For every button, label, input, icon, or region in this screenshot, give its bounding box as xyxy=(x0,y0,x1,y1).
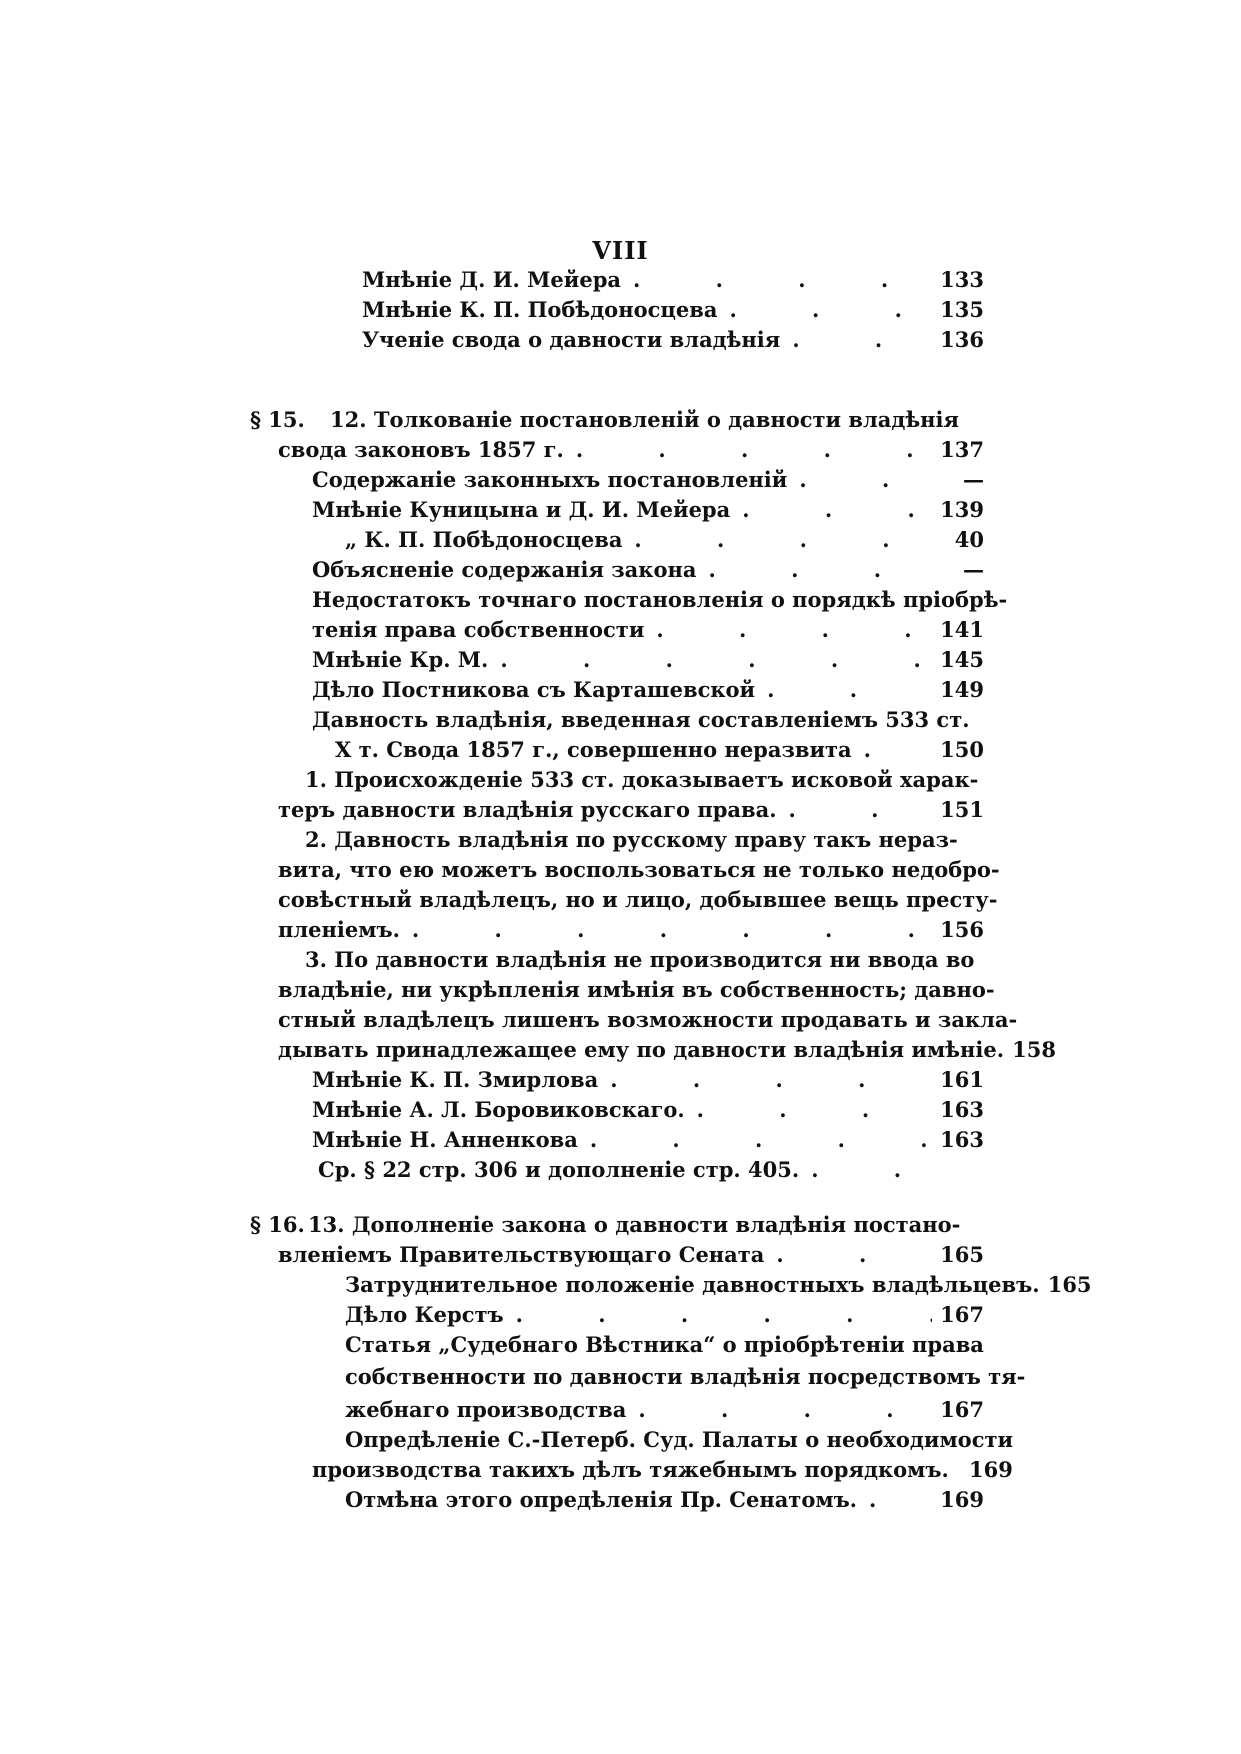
toc-entry-text: Мнѣніе К. П. Побѣдоносцева xyxy=(362,297,718,322)
toc-entry xyxy=(305,945,975,975)
toc-entry-page: 156 xyxy=(940,917,984,942)
dot-leader xyxy=(780,325,932,355)
toc-entry-text: владѣніе, ни укрѣпленія имѣнія въ собственность; давно- xyxy=(278,977,995,1002)
toc-entry xyxy=(362,295,984,325)
section-number: § 16. xyxy=(250,1212,305,1237)
section-heading xyxy=(250,405,960,435)
toc-entry xyxy=(312,705,970,735)
toc-entry-text: собственности по давности владѣнія посредствомъ тя- xyxy=(345,1364,1026,1389)
toc-entry xyxy=(278,975,995,1005)
toc-entry xyxy=(312,585,1008,615)
toc-entry-page: 169 xyxy=(968,1457,1013,1482)
dot-leader xyxy=(400,915,932,945)
dot-leader xyxy=(626,1395,932,1425)
toc-entry-page: 136 xyxy=(940,327,984,352)
toc-entry xyxy=(278,1005,1018,1035)
dot-leader xyxy=(578,1125,932,1155)
dot-leader xyxy=(685,1095,932,1125)
toc-entry-page: 145 xyxy=(940,647,984,672)
toc-entry xyxy=(312,555,984,585)
toc-entry xyxy=(312,675,984,705)
toc-entry-text: Затруднительное положеніе давностныхъ владѣльцевъ. xyxy=(345,1272,1040,1297)
toc-entry-page: 135 xyxy=(940,297,984,322)
toc-entry xyxy=(335,735,984,765)
toc-entry-text: вита, что ею можетъ воспользоваться не только недобро- xyxy=(278,857,1000,882)
toc-entry-text: 12. Толкованіе постановленій о давности владѣнія xyxy=(330,407,960,432)
toc-entry-text: Мнѣніе Куницына и Д. И. Мейера xyxy=(312,497,731,522)
section-number: § 15. xyxy=(250,407,305,432)
toc-entry-text: Мнѣніе Н. Анненкова xyxy=(312,1127,578,1152)
section-heading xyxy=(250,1210,961,1240)
page-number: VIII xyxy=(592,236,649,265)
toc-entry-text: Объясненіе содержанія закона xyxy=(312,557,697,582)
toc-entry xyxy=(362,265,984,295)
dot-leader xyxy=(717,295,932,325)
dot-leader xyxy=(504,1300,932,1330)
dot-leader xyxy=(696,555,932,585)
toc-entry xyxy=(318,1155,930,1185)
toc-entry-text: Отмѣна этого опредѣленія Пр. Сенатомъ. xyxy=(345,1487,857,1512)
toc-entry-text: Мнѣніе А. Л. Боровиковскаго. xyxy=(312,1097,685,1122)
toc-entry xyxy=(345,1425,1014,1455)
dot-leader xyxy=(852,735,932,765)
dot-leader xyxy=(799,1155,930,1185)
toc-entry-text: вленіемъ Правительствующаго Сената xyxy=(278,1242,765,1267)
toc-entry-page: 169 xyxy=(940,1487,984,1512)
dot-leader xyxy=(857,1485,932,1515)
toc-entry-page: 167 xyxy=(940,1302,984,1327)
toc-entry-text: свода законовъ 1857 г. xyxy=(278,437,564,462)
toc-entry xyxy=(312,1125,984,1155)
toc-entry xyxy=(312,615,984,645)
toc-entry xyxy=(312,1065,984,1095)
toc-entry-page: 161 xyxy=(940,1067,984,1092)
toc-entry-text: Ученіе свода о давности владѣнія xyxy=(362,327,781,352)
dot-leader xyxy=(564,435,932,465)
toc-entry xyxy=(312,465,984,495)
toc-entry-page: 150 xyxy=(940,737,984,762)
toc-entry-text: тенія права собственности xyxy=(312,617,645,642)
toc-entry-text: Недостатокъ точнаго постановленія о порядкѣ пріобрѣ- xyxy=(312,587,1008,612)
toc-entry xyxy=(345,1330,984,1360)
toc-entry xyxy=(278,1035,1057,1065)
toc-entry-text: 3. По давности владѣнія не производится ни ввода во xyxy=(305,947,975,972)
dot-leader xyxy=(777,795,932,825)
toc-entry-page: 165 xyxy=(940,1242,984,1267)
toc-entry-text: совѣстный владѣлецъ, но и лицо, добывшее вещь престу- xyxy=(278,887,998,912)
toc-entry-page: 163 xyxy=(940,1097,984,1122)
toc-entry-text: теръ давности владѣнія русскаго права. xyxy=(278,797,777,822)
toc-entry-page: 167 xyxy=(940,1397,984,1422)
toc-entry xyxy=(305,825,958,855)
toc-entry-text: 2. Давность владѣнія по русскому праву такъ нераз- xyxy=(305,827,958,852)
toc-entry-text: Мнѣніе Д. И. Мейера xyxy=(362,267,621,292)
toc-entry xyxy=(278,885,998,915)
toc-entry xyxy=(278,855,1000,885)
dot-leader xyxy=(598,1065,932,1095)
dot-leader xyxy=(622,525,932,555)
toc-entry xyxy=(312,645,984,675)
toc-entry-text: Дѣло Постникова съ Карташевской xyxy=(312,677,756,702)
dot-leader xyxy=(730,495,932,525)
toc-entry xyxy=(345,1395,984,1425)
toc-entry xyxy=(305,765,979,795)
toc-entry xyxy=(345,1300,984,1330)
toc-entry xyxy=(278,435,984,465)
toc-entry xyxy=(345,525,984,555)
toc-entry-text: Мнѣніе К. П. Змирлова xyxy=(312,1067,599,1092)
toc-entry xyxy=(362,325,984,355)
toc-entry-text: 1. Происхожденіе 533 ст. доказываетъ исковой харак- xyxy=(305,767,979,792)
toc-entry xyxy=(345,1485,984,1515)
toc-entry-text: пленіемъ. xyxy=(278,917,400,942)
toc-entry-page: 165 xyxy=(1047,1272,1092,1297)
toc-entry-text: Ср. § 22 стр. 306 и дополненіе стр. 405. xyxy=(318,1157,800,1182)
toc-entry-text: Давность владѣнія, введенная составленіемъ 533 ст. xyxy=(312,707,970,732)
toc-entry-text: Опредѣленіе С.-Петерб. Суд. Палаты о необходимости xyxy=(345,1427,1014,1452)
toc-entry-text: жебнаго производства xyxy=(345,1397,627,1422)
toc-entry-page: — xyxy=(963,467,984,492)
toc-entry-page: 139 xyxy=(940,497,984,522)
dot-leader xyxy=(949,1455,961,1485)
toc-entry-text: „ К. П. Побѣдоносцева xyxy=(345,527,623,552)
toc-entry-text: Содержаніе законныхъ постановленій xyxy=(312,467,788,492)
toc-entry-page: — xyxy=(963,557,984,582)
toc-entry xyxy=(312,1095,984,1125)
toc-entry xyxy=(312,1455,1013,1485)
toc-entry-text: Статья „Судебнаго Вѣстника“ о пріобрѣтеніи права xyxy=(345,1332,984,1357)
toc-entry xyxy=(345,1270,1092,1300)
toc-entry-page: 133 xyxy=(940,267,984,292)
dot-leader xyxy=(644,615,932,645)
toc-entry-page: 163 xyxy=(940,1127,984,1152)
toc-entry xyxy=(278,795,984,825)
toc-entry-text: Дѣло Керстъ xyxy=(345,1302,504,1327)
dot-leader xyxy=(787,465,932,495)
toc-entry xyxy=(278,1240,984,1270)
dot-leader xyxy=(488,645,932,675)
toc-entry-page: 149 xyxy=(940,677,984,702)
toc-entry-page: 40 xyxy=(954,527,984,552)
toc-entry-text: X т. Свода 1857 г., совершенно неразвита xyxy=(335,737,852,762)
dot-leader xyxy=(764,1240,932,1270)
toc-entry-page: 141 xyxy=(940,617,984,642)
toc-entry-text: 13. Дополненіе закона о давности владѣнія постано- xyxy=(308,1212,961,1237)
toc-entry xyxy=(312,495,984,525)
dot-leader xyxy=(755,675,932,705)
toc-entry-text: стный владѣлецъ лишенъ возможности продавать и закла- xyxy=(278,1007,1018,1032)
toc-entry xyxy=(345,1362,1026,1392)
toc-entry xyxy=(278,915,984,945)
dot-leader xyxy=(621,265,932,295)
toc-entry-text: производства такихъ дѣлъ тяжебнымъ порядкомъ. xyxy=(312,1457,949,1482)
toc-entry-page: 158 xyxy=(1012,1037,1057,1062)
toc-entry-page: 151 xyxy=(940,797,984,822)
toc-entry-text: Мнѣніе Кр. М. xyxy=(312,647,489,672)
toc-entry-text: дывать принадлежащее ему по давности владѣнія имѣніе. xyxy=(278,1037,1005,1062)
toc-entry-page: 137 xyxy=(940,437,984,462)
